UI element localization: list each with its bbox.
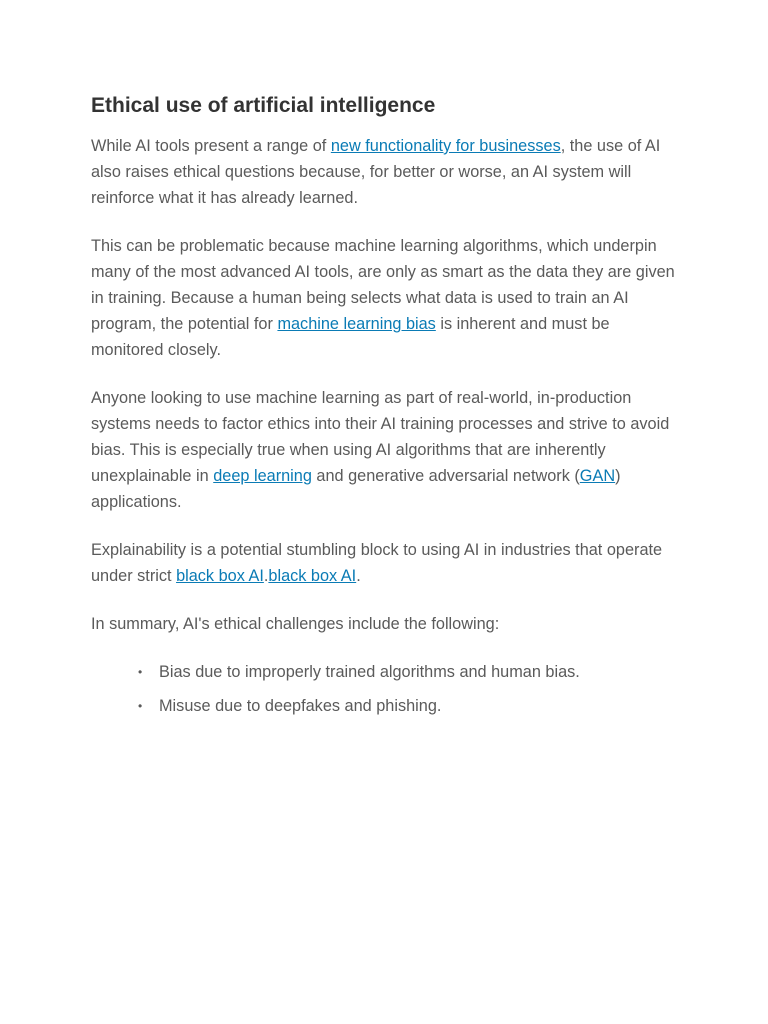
text: , the use of AI also raises ethical questions because, for better or worse, an AI system will reinforce what it has already learned. (91, 137, 661, 207)
bullet-icon: • (138, 699, 143, 713)
list-item-text: Bias due to improperly trained algorithms and human bias. (159, 663, 580, 681)
text: . (356, 567, 361, 585)
link-deep-learning[interactable]: deep learning (213, 467, 312, 485)
link-machine-learning-bias[interactable]: machine learning bias (277, 315, 436, 333)
text: . (263, 567, 269, 585)
paragraph-summary: In summary, AI's ethical challenges include the following: (91, 615, 500, 633)
section-heading: Ethical use of artificial intelligence (91, 94, 436, 117)
text: This can be problematic because machine learning algorithms, which underpin many of the most advanced AI tools, are only as smart as the data they are given in training. Because a human being selects what data is used to train an AI program, the potential for (91, 237, 675, 333)
link-black-box-ai[interactable]: black box AI (268, 567, 357, 585)
list-item-text: Misuse due to deepfakes and phishing. (159, 697, 442, 715)
bullet-icon: • (138, 665, 143, 679)
paragraph-intro (91, 133, 683, 211)
text: ) applications. (91, 467, 621, 511)
paragraph-ethics-production (91, 385, 683, 515)
paragraph-ml-bias (91, 233, 683, 363)
text: Anyone looking to use machine learning as part of real-world, in-production systems needs to factor ethics into their AI training processes and strive to avoid bias. This is especially true when using AI algorithms that are inherently unexplainable in (91, 389, 670, 485)
text: Explainability is a potential stumbling block to using AI in industries that operate under strict (91, 541, 663, 585)
list-item (91, 659, 683, 685)
article (91, 92, 683, 727)
link-regulatory-compliance[interactable]: black box AI (176, 567, 264, 585)
text: and generative adversarial network ( (311, 467, 580, 485)
challenges-list (91, 659, 683, 719)
link-gan[interactable]: GAN (579, 467, 616, 485)
list-item (91, 693, 683, 719)
text: is inherent and must be monitored closely. (91, 315, 610, 359)
text: While AI tools present a range of (91, 137, 331, 155)
paragraph-explainability (91, 537, 683, 589)
link-new-functionality[interactable]: new functionality for businesses (330, 137, 561, 155)
